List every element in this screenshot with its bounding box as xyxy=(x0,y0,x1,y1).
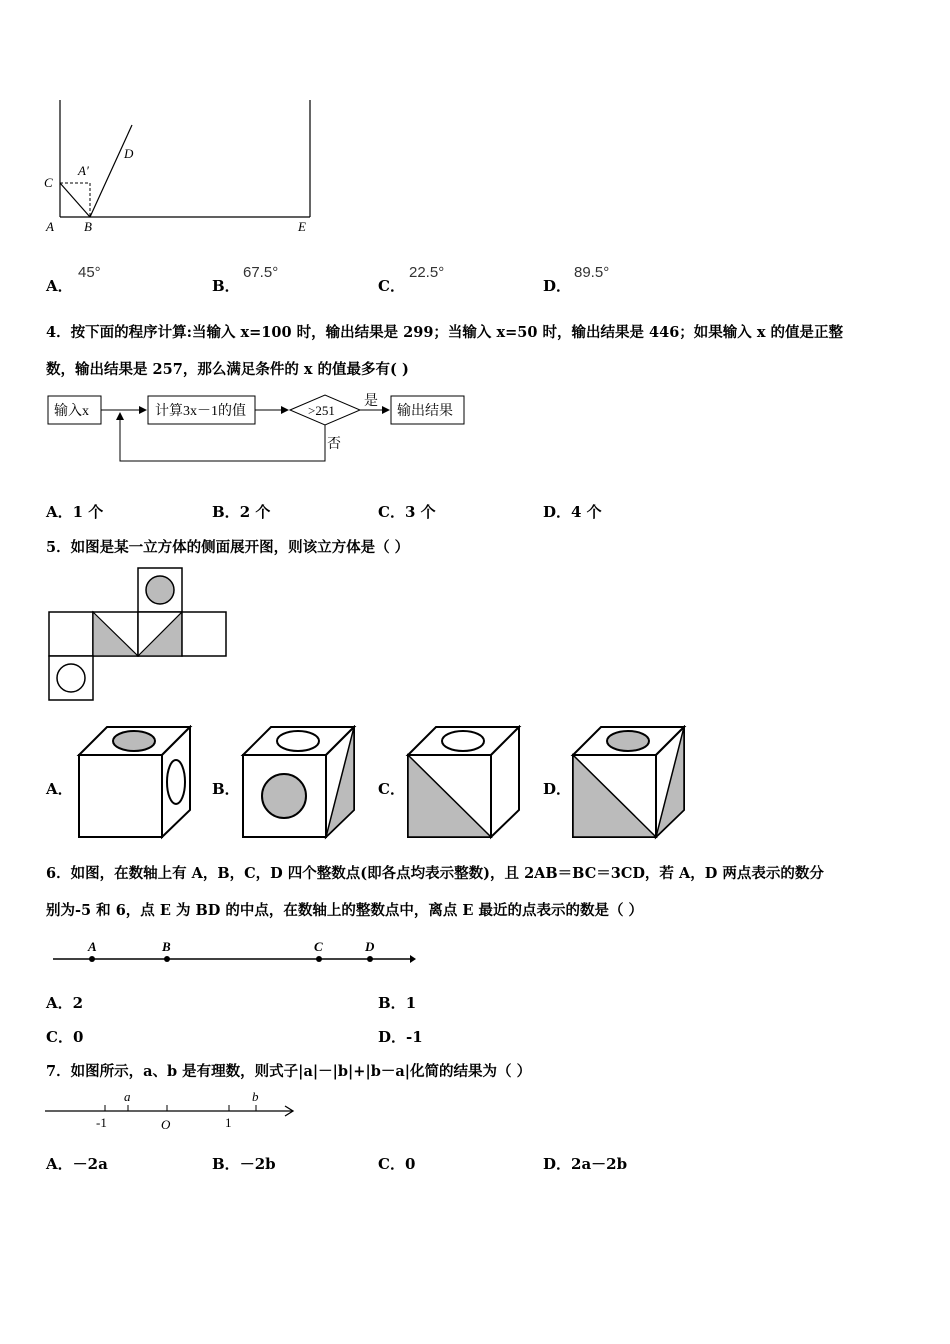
q4-option-c-letter: C． xyxy=(378,503,405,521)
q6-option-a xyxy=(46,992,83,1013)
q7-option-d-value: 2a－2b xyxy=(571,1155,628,1173)
q7-option-c-letter: C． xyxy=(378,1155,405,1173)
q3-option-b-letter: B． xyxy=(212,277,240,295)
q5-option-b-letter: B． xyxy=(212,780,240,798)
q6-option-d xyxy=(378,1026,423,1047)
q4-option-b-letter: B． xyxy=(212,503,240,521)
label-A-prime: A′ xyxy=(78,163,89,178)
q6-option-c-value: 0 xyxy=(72,1028,84,1046)
flow-input-box: 输入x xyxy=(54,404,89,419)
q4-question-line2: 数，输出结果是 257，那么满足条件的 x 的值最多有( ) xyxy=(46,361,409,378)
q5-option-d-letter: D． xyxy=(543,780,572,798)
q3-option-b-value: 67.5° xyxy=(243,264,279,281)
q4-option-d xyxy=(543,501,602,522)
q7-option-d-letter: D． xyxy=(543,1155,572,1173)
q4-option-c-value: 3 个 xyxy=(404,503,436,521)
q5-option-d-cube xyxy=(570,725,690,840)
q5-option-c-cube xyxy=(405,725,525,840)
q7-option-a xyxy=(46,1153,108,1174)
q6-point-C: C xyxy=(314,939,323,954)
q7-question-line1: 7．如图所示，a、b 是有理数，则式子|a|－|b|+|b－a|化简的结果为（ ） xyxy=(46,1063,532,1080)
q4-question-line1: 4．按下面的程序计算:当输入 x=100 时，输出结果是 299；当输入 x=50 时，输出结果是 446；如果输入 x 的值是正整 xyxy=(46,324,844,341)
q7-label-origin: O xyxy=(161,1117,171,1132)
q3-option-d-letter: D． xyxy=(543,277,572,295)
q6-option-a-letter: A． xyxy=(46,994,73,1012)
q5-question-line1: 5．如图是某一立方体的侧面展开图，则该立方体是（ ） xyxy=(46,539,410,556)
q3-option-c-value: 22.5° xyxy=(409,264,445,281)
q7-option-b-letter: B． xyxy=(212,1155,240,1173)
q7-option-b-value: －2b xyxy=(239,1155,276,1173)
q6-point-D: D xyxy=(365,939,375,954)
label-B: B xyxy=(84,219,92,234)
q7-option-d xyxy=(543,1153,627,1174)
q4-option-d-letter: D． xyxy=(543,503,572,521)
q4-option-d-value: 4 个 xyxy=(571,503,602,521)
q6-option-d-letter: D． xyxy=(378,1028,407,1046)
q7-option-a-letter: A． xyxy=(46,1155,73,1173)
q7-label-neg1: -1 xyxy=(96,1115,107,1130)
q4-flowchart xyxy=(40,385,480,470)
q7-label-one: 1 xyxy=(225,1115,232,1130)
q6-option-b-value: 1 xyxy=(405,994,417,1012)
q4-option-a-value: 1 个 xyxy=(72,503,104,521)
q6-question-line1: 6．如图，在数轴上有 A，B，C，D 四个整数点(即各点均表示整数)，且 2AB＝BC＝3CD，若 A，D 两点表示的数分 xyxy=(46,865,824,882)
q4-option-c xyxy=(378,501,436,522)
flow-compute-box: 计算3x－1的值 xyxy=(155,404,246,419)
q5-option-a-cube xyxy=(76,725,196,840)
q3-option-d-value: 89.5° xyxy=(574,264,610,281)
label-C: C xyxy=(44,175,53,190)
q7-label-b: b xyxy=(252,1089,259,1104)
label-A: A xyxy=(46,219,54,234)
q3-option-c-letter: C． xyxy=(378,277,405,295)
flow-output-box: 输出结果 xyxy=(397,404,453,419)
q5-option-c-letter: C． xyxy=(378,780,405,798)
q3-geometry-figure xyxy=(38,95,328,240)
q7-label-a: a xyxy=(124,1089,131,1104)
q6-option-c-letter: C． xyxy=(46,1028,73,1046)
q5-cube-net xyxy=(46,566,231,702)
q6-option-c xyxy=(46,1026,83,1047)
q6-question-line2: 别为-5 和 6，点 E 为 BD 的中点，在数轴上的整数点中，离点 E 最近的点表示的数是（ ） xyxy=(46,902,644,919)
q4-option-a-letter: A． xyxy=(46,503,73,521)
flow-yes-label: 是 xyxy=(364,394,378,409)
label-E: E xyxy=(298,219,306,234)
q4-option-a xyxy=(46,501,103,522)
q6-point-A: A xyxy=(88,939,97,954)
q7-option-b xyxy=(212,1153,276,1174)
q5-option-a-letter: A． xyxy=(46,780,73,798)
label-D: D xyxy=(124,146,134,161)
q3-option-a-value: 45° xyxy=(78,264,101,281)
q6-option-a-value: 2 xyxy=(72,994,84,1012)
q7-option-c-value: 0 xyxy=(404,1155,416,1173)
q5-option-b-cube xyxy=(240,725,360,840)
q6-option-b-letter: B． xyxy=(378,994,406,1012)
q6-option-b xyxy=(378,992,416,1013)
q6-option-d-value: -1 xyxy=(406,1028,423,1046)
q6-number-line xyxy=(48,935,418,970)
q7-option-c xyxy=(378,1153,415,1174)
flow-condition: >251 xyxy=(308,403,335,418)
q7-option-a-value: －2a xyxy=(72,1155,108,1173)
q3-option-a-letter: A． xyxy=(46,277,73,295)
q4-option-b xyxy=(212,501,270,522)
q4-option-b-value: 2 个 xyxy=(239,503,271,521)
q7-number-line xyxy=(40,1088,305,1136)
q6-point-B: B xyxy=(162,939,171,954)
flow-no-label: 否 xyxy=(327,437,341,452)
